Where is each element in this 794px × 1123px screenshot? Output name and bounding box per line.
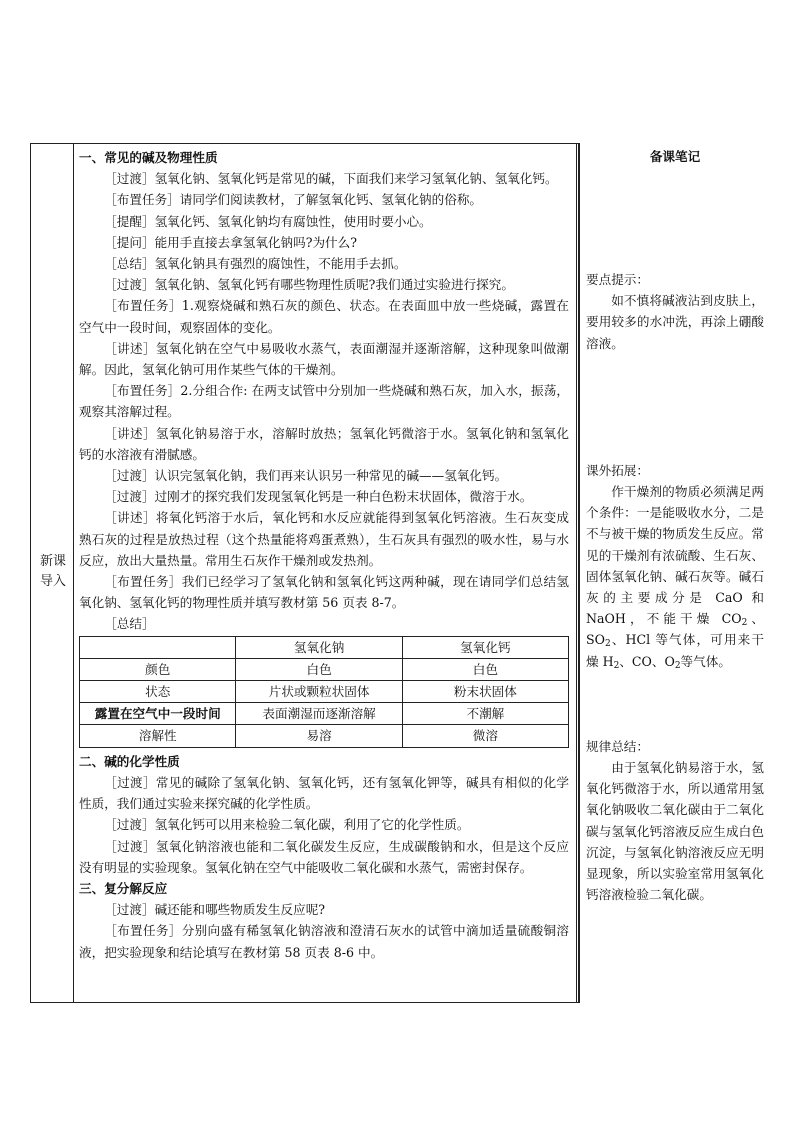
paragraph: ［讲述］氢氧化钠易溶于水，溶解时放热；氢氧化钙微溶于水。氢氧化钠和氢氧化钙的水溶液有滑腻感。 [79,425,569,462]
tip-label: 要点提示： [586,272,649,287]
table-cell: 白色 [402,658,568,680]
paragraph: ［布置任务］1.观察烧碱和熟石灰的颜色、状态。在表面皿中放一些烧碱，露置在空气中一段时间，观察固体的变化。 [79,298,569,335]
table-cell: 微溶 [402,725,568,747]
notes-title: 备课笔记 [649,149,701,164]
table-header-cell: 氢氧化钠 [236,636,402,658]
paragraph: ［布置任务］2.分组合作: 在两支试管中分别加一些烧碱和熟石灰，加入水，振荡，观察其溶解过程。 [79,383,569,420]
paragraph: ［过渡］氢氧化钠溶液也能和二氧化碳发生反应，生成碳酸钠和水，但是这个反应没有明显的实验现象。氢氧化钠在空气中能吸收二氧化碳和水蒸气，需密封保存。 [79,838,569,875]
table-cell: 状态 [80,681,236,703]
table-header-cell: 氢氧化钙 [402,636,568,658]
extension-label: 课外拓展： [586,462,649,478]
paragraph: ［过渡］碱还能和哪些物质发生反应呢? [104,902,326,918]
table-cell: 易溶 [236,725,402,747]
paragraph: ［提问］能用手直接去拿氢氧化钠吗?为什么? [104,234,357,250]
paragraph: ［过渡］过刚才的探究我们发现氢氧化钙是一种白色粉末状固体，微溶于水。 [104,489,533,505]
paragraph: ［提醒］氢氧化钙、氢氧化钠均有腐蚀性，使用时要小心。 [104,213,432,229]
paragraph: ［过渡］氢氧化钠、氢氧化钙有哪些物理性质呢?我们通过实验进行探究。 [104,277,514,293]
extension-text-part: 等气体。 [680,653,731,669]
lesson-table-frame [30,143,580,1003]
table-row [80,681,569,703]
section-heading: 二、碱的化学性质 [79,753,180,769]
tip-text: 如不慎将碱液沾到皮肤上，要用较多的水冲洗，再涂上硼酸溶液。 [586,293,764,351]
table-cell: 露置在空气中一段时间 [80,703,236,725]
lesson-stage-column [31,144,74,1002]
paragraph: ［过渡］氢氧化钠、氢氧化钙是常见的碱，下面我们来学习氢氧化钠、氢氧化钙。 [104,171,558,187]
table-cell: 不潮解 [402,703,568,725]
properties-table [79,636,569,748]
rule-label: 规律总结： [586,738,649,754]
section-heading: 三、复分解反应 [79,880,168,896]
subscript: 2 [604,639,611,650]
section-heading: 一、常见的碱及物理性质 [79,150,218,165]
paragraph: ［过渡］认识完氢氧化钠，我们再来认识另一种常见的碱——氢氧化钙。 [104,468,508,484]
table-cell: 白色 [236,658,402,680]
table-header-cell [80,636,236,658]
paragraph: ［总结］氢氧化钠具有强烈的腐蚀性，不能用手去抓。 [104,256,407,272]
table-header-row [80,636,569,658]
paragraph: ［布置任务］分别向盛有稀氢氧化钠溶液和澄清石灰水的试管中滴加适量硫酸铜溶液，把实验现象和结论填写在教材第 58 页表 8-6 中。 [79,923,569,960]
table-row [80,725,569,747]
subscript: 2 [741,618,748,629]
table-cell: 粉末状固体 [402,681,568,703]
subscript: 2 [674,660,681,671]
extension-text-part: 、CO、O [619,653,675,669]
table-cell: 颜色 [80,658,236,680]
rule-text: 由于氢氧化钠易溶于水，氢氧化钙微溶于水，所以通常用氢氧化钠吸收二氧化碳由于二氧化碳与氢氧化钙溶液反应生成白色沉淀，与氢氧化钠溶液反应无明显现象，所以实验室常用氢氧化钙溶液检验二氧化碳。 [586,760,764,903]
table-cell: 片状或颗粒状固体 [236,681,402,703]
notes-column [586,143,764,905]
paragraph: ［布置任务］请同学们阅读教材，了解氢氧化钙、氢氧化钠的俗称。 [104,192,482,208]
table-row [80,703,569,725]
lesson-stage-label: 新课导入 [40,554,67,589]
subscript: 2 [613,660,620,671]
table-row [80,658,569,680]
extension-text-part: 作干燥剂的物质必须满足两个条件：一是能吸收水分，二是不与被干燥的物质发生反应。常见的干燥剂有浓硫酸、生石灰、固体氢氧化钠、碱石灰等。碱石灰的主要成分是 CaO 和 NaOH，不能干燥 CO [586,484,764,627]
table-cell: 溶解性 [80,725,236,747]
paragraph: ［讲述］氢氧化钠在空气中易吸收水蒸气，表面潮湿并逐渐溶解，这种现象叫做潮解。因此，氢氧化钠可用作某些气体的干燥剂。 [79,340,569,378]
extension-text-part: 、SO [586,611,765,648]
lesson-content [79,147,569,963]
paragraph: ［讲述］将氧化钙溶于水后，氧化钙和水反应就能得到氢氧化钙溶液。生石灰变成熟石灰的过程是放热过程（这个热量能将鸡蛋煮熟），生石灰具有强烈的吸水性，易与水反应，放出大量热量。常用生石灰作干燥剂或发热剂。 [79,510,569,568]
paragraph: ［过渡］常见的碱除了氢氧化钠、氢氧化钙，还有氢氧化钾等，碱具有相似的化学性质，我们通过实验来探究碱的化学性质。 [79,774,569,812]
paragraph: ［布置任务］我们已经学习了氢氧化钠和氢氧化钙这两种碱，现在请同学们总结氢氧化钠、氢氧化钙的物理性质并填写教材第 56 页表 8-7。 [79,574,569,611]
table-cell: 表面潮湿而逐渐溶解 [236,703,402,725]
extension-text-part: 、HCl 等气体，可用来干燥 H [586,632,764,669]
paragraph: ［总结］ [104,616,155,632]
extension-text [586,481,764,672]
paragraph: ［过渡］氢氧化钙可以用来检验二氧化碳，利用了它的化学性质。 [104,817,470,833]
